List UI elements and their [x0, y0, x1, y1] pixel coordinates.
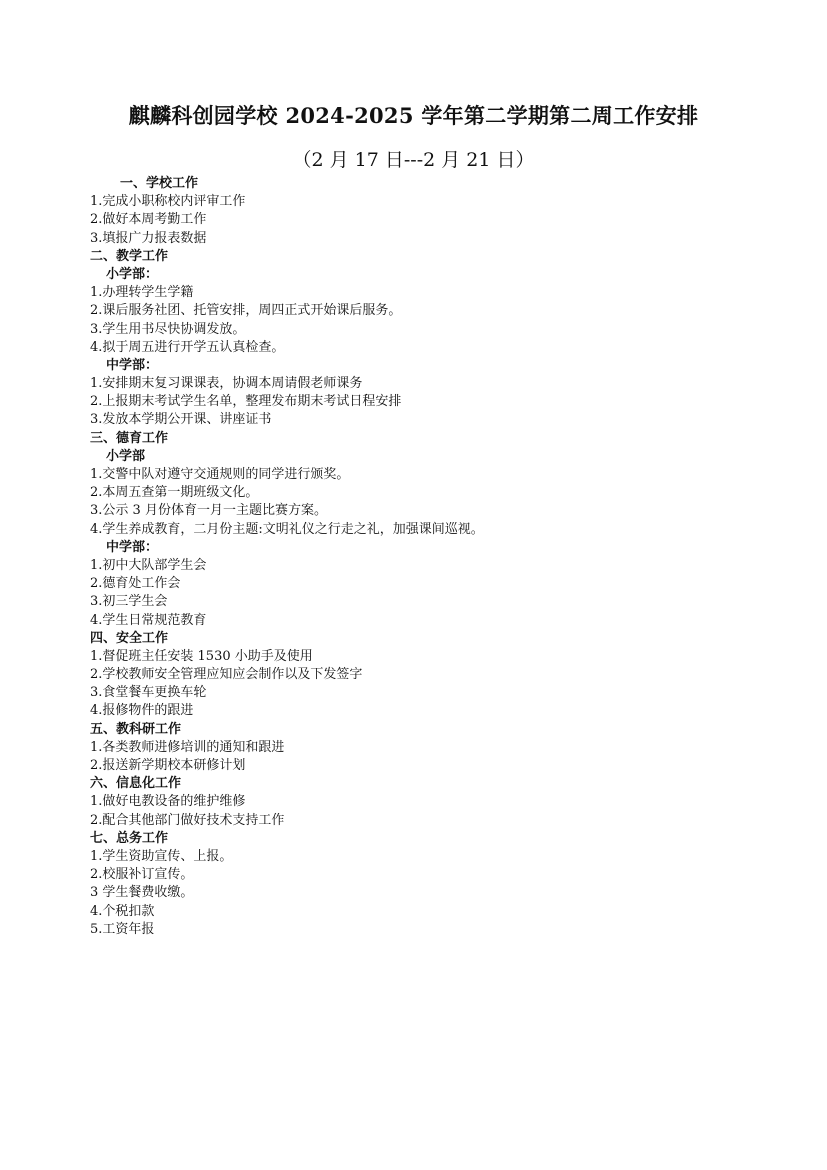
- section-heading: 三、德育工作: [90, 430, 169, 446]
- subsection-heading: 小学部：: [106, 266, 159, 282]
- section-heading: 五、教科研工作: [90, 721, 182, 737]
- subsection-heading: 小学部: [106, 448, 146, 464]
- document-title: 麒麟科创园学校 2024-2025 学年第二学期第二周工作安排: [128, 103, 699, 128]
- list-item: 2.本周五查第一期班级文化。: [90, 485, 259, 501]
- list-item: 1.做好电教设备的维护维修: [90, 794, 246, 810]
- list-item: 4.学生养成教育，二月份主题:文明礼仪之行走之礼，加强课间巡视。: [90, 521, 484, 537]
- list-item: 5.工资年报: [90, 921, 155, 937]
- list-item: 4.个税扣款: [90, 903, 155, 919]
- list-item: 1.各类教师进修培训的通知和跟进: [90, 739, 285, 755]
- section-heading: 四、安全工作: [90, 630, 169, 646]
- list-item: 2.配合其他部门做好技术支持工作: [90, 812, 285, 828]
- list-item: 1.学生资助宣传、上报。: [90, 848, 233, 864]
- list-item: 2.学校教师安全管理应知应会制作以及下发签字: [90, 667, 363, 683]
- work-plan-content: [90, 175, 730, 939]
- section-heading: 一、学校工作: [120, 176, 199, 191]
- list-item: 2.做好本周考勤工作: [90, 212, 207, 228]
- section-heading: 二、教学工作: [90, 248, 169, 264]
- list-item: 2.德育处工作会: [90, 576, 181, 592]
- list-item: 3.食堂餐车更换车轮: [90, 685, 207, 701]
- list-item: 1.办理转学生学籍: [90, 285, 194, 301]
- list-item: 4.报修物件的跟进: [90, 703, 194, 719]
- list-item: 2.上报期末考试学生名单，整理发布期末考试日程安排: [90, 394, 402, 410]
- list-item: 2.课后服务社团、托管安排，周四正式开始课后服务。: [90, 303, 402, 319]
- document-date-range: （2 月 17 日---2 月 21 日）: [292, 149, 535, 171]
- list-item: 3.学生用书尽快协调发放。: [90, 321, 246, 337]
- subsection-heading: 中学部：: [106, 539, 159, 555]
- list-item: 2.报送新学期校本研修计划: [90, 758, 246, 773]
- list-item: 1.督促班主任安装 1530 小助手及使用: [90, 648, 313, 664]
- section-heading: 七、总务工作: [90, 830, 169, 846]
- list-item: 3 学生餐费收缴。: [90, 885, 194, 901]
- list-item: 4.拟于周五进行开学五认真检查。: [90, 339, 285, 355]
- list-item: 1.安排期末复习课课表，协调本周请假老师课务: [90, 376, 363, 392]
- subsection-heading: 中学部：: [106, 357, 159, 373]
- list-item: 3.填报广力报表数据: [90, 230, 207, 246]
- section-heading: 六、信息化工作: [90, 776, 182, 792]
- list-item: 3.初三学生会: [90, 594, 168, 610]
- list-item: 1.完成小职称校内评审工作: [90, 194, 246, 210]
- list-item: 4.学生日常规范教育: [90, 612, 207, 628]
- list-item: 3.发放本学期公开课、讲座证书: [90, 412, 272, 428]
- list-item: 1.交警中队对遵守交通规则的同学进行颁奖。: [90, 467, 350, 482]
- list-item: 2.校服补订宣传。: [90, 867, 194, 883]
- list-item: 1.初中大队部学生会: [90, 557, 207, 573]
- list-item: 3.公示 3 月份体育一月一主题比赛方案。: [90, 503, 327, 519]
